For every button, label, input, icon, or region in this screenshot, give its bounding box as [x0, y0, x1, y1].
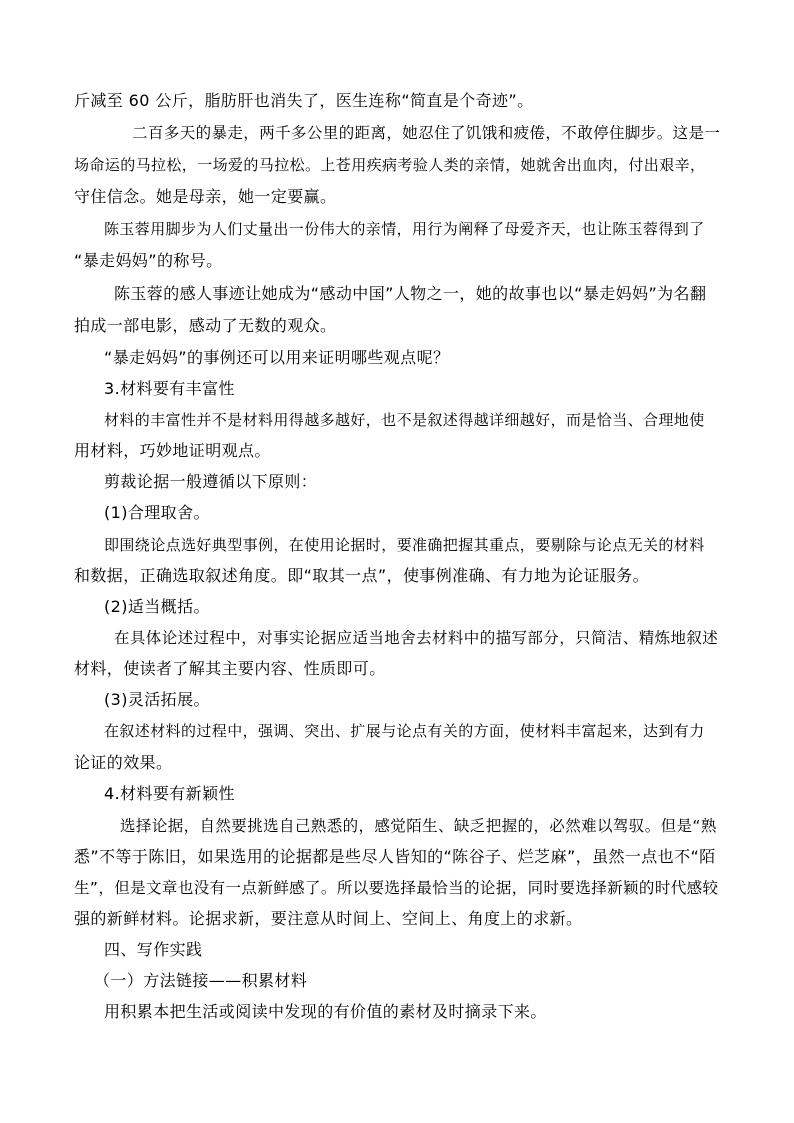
- text-line: 斤减至 60 公斤，脂肪肝也消失了，医生连称“简直是个奇迹”。: [74, 91, 534, 110]
- text-line: 即围绕论点选好典型事例，在使用论据时，要准确把握其重点，要剔除与论点无关的材料: [104, 536, 705, 554]
- text-line: “暴走妈妈”的称号。: [74, 251, 223, 270]
- subsection-heading: (2)适当概括。: [104, 597, 210, 616]
- subsection-heading: （一）方法链接——积累材料: [94, 971, 308, 990]
- text-line: 用积累本把生活或阅读中发现的有价值的素材及时摘录下来。: [104, 1002, 547, 1021]
- text-line: 悉”不等于陈旧，如果选用的论据都是些尽人皆知的“陈谷子、烂芝麻”，虽然一点也不“陌: [74, 847, 716, 866]
- text-line: 拍成一部电影，感动了无数的观众。: [74, 316, 337, 335]
- text-line: 和数据，正确选取叙述角度。即“取其一点”，使事例准确、有力地为论证服务。: [74, 566, 649, 585]
- text-line: 场命运的马拉松，一场爱的马拉松。上苍用疾病考验人类的亲情，她就舍出血肉，付出艰辛，: [74, 156, 706, 174]
- section-heading: 3.材料要有丰富性: [104, 379, 235, 398]
- text-line: 强的新鲜材料。论据求新，要注意从时间上、空间上、角度上的求新。: [74, 909, 583, 928]
- section-heading: 4.材料要有新颖性: [104, 784, 235, 803]
- section-heading: 四、写作实践: [104, 940, 203, 959]
- text-line: 材料的丰富性并不是材料用得越多越好，也不是叙述得越详细越好，而是恰当、合理地使: [104, 411, 705, 429]
- text-line: “暴走妈妈”的事例还可以用来证明哪些观点呢？: [104, 348, 450, 367]
- text-line: 陈玉蓉用脚步为人们丈量出一份伟大的亲情，用行为阐释了母爱齐天，也让陈玉蓉得到了: [104, 220, 705, 238]
- text-line: 材料，使读者了解其主要内容、性质即可。: [74, 659, 386, 678]
- text-line: 用材料，巧妙地证明观点。: [74, 441, 271, 460]
- text-line: 在叙述材料的过程中，强调、突出、扩展与论点有关的方面，使材料丰富起来，达到有力: [104, 722, 705, 740]
- text-line: 生”，但是文章也没有一点新鲜感了。所以要选择最恰当的论据，同时要选择新颖的时代感较: [74, 879, 719, 897]
- subsection-heading: (1)合理取舍。: [104, 503, 210, 522]
- text-line: 陈玉蓉的感人事迹让她成为“感动中国”人物之一，她的故事也以“暴走妈妈”为名翻: [114, 284, 707, 303]
- text-line: 在具体论述过程中，对事实论据应适当地舍去材料中的描写部分，只简洁、精炼地叙述: [114, 629, 719, 647]
- text-line: 剪裁论据一般遵循以下原则：: [104, 472, 318, 491]
- text-line: 守住信念。她是母亲，她一定要赢。: [74, 187, 337, 206]
- text-line: 选择论据，自然要挑选自己熟悉的，感觉陌生、缺乏把握的，必然难以驾驭。但是“熟: [120, 817, 717, 835]
- text-line: 论证的效果。: [74, 753, 173, 772]
- subsection-heading: (3)灵活拓展。: [104, 690, 210, 709]
- text-line: 二百多天的暴走，两千多公里的距离，她忍住了饥饿和疲倦，不敢停住脚步。这是一: [132, 124, 721, 142]
